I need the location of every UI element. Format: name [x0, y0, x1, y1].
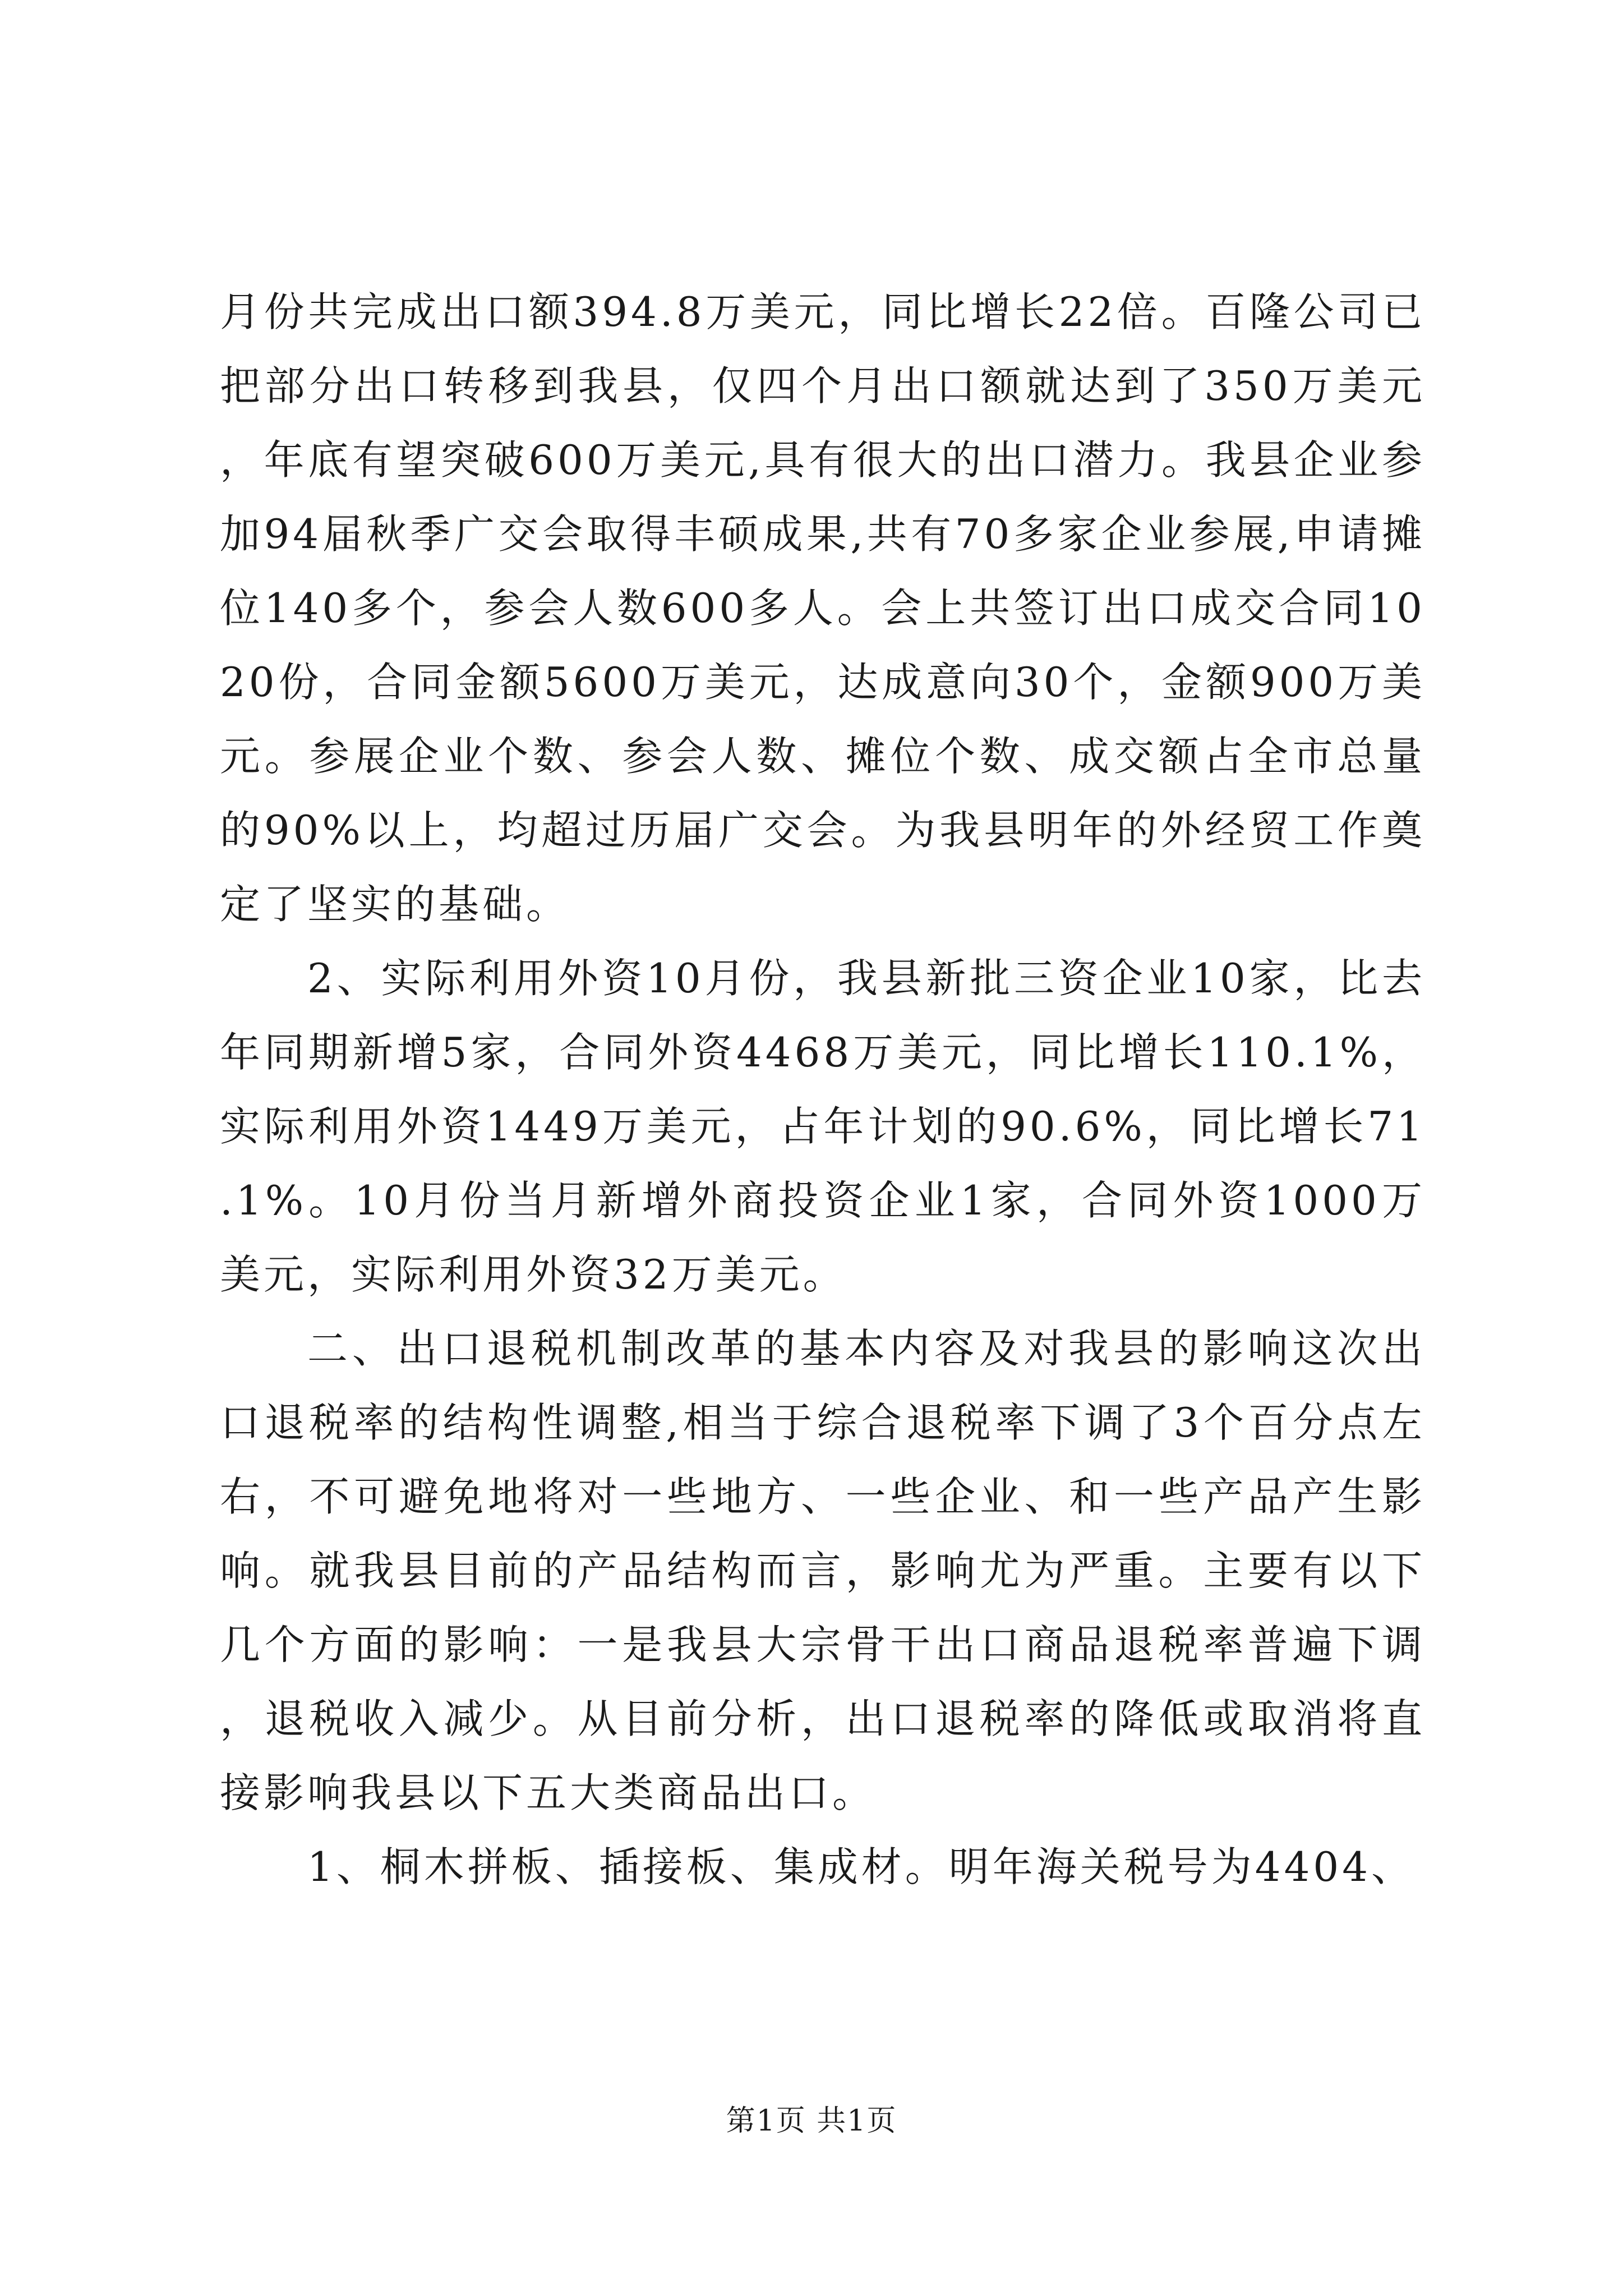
paragraph-3: 二、出口退税机制改革的基本内容及对我县的影响这次出口退税率的结构性调整,相当于综合退税率下调了3个百分点左右，不可避免地将对一些地方、一些企业、和一些产品产生影响。就我县目前的产品结构而言，影响尤为严重。主要有以下几个方面的影响：一是我县大宗骨干出口商品退税率普遍下调，退税收入减少。从目前分析，出口退税率的降低或取消将直接影响我县以下五大类商品出口。: [220, 1325, 1426, 1816]
page-footer: 第1页 共1页: [726, 2104, 897, 2138]
paragraph-4: 1、桐木拼板、插接板、集成材。明年海关税号为4404、: [307, 1843, 1415, 1890]
paragraph-2: 2、实际利用外资10月份，我县新批三资企业10家，比去年同期新增5家，合同外资4468万美元，同比增长110.1%，实际利用外资1449万美元，占年计划的90.6%，同比增长71.1%。10月份当月新增外商投资企业1家，合同外资1000万美元，实际利用外资32万美元。: [220, 955, 1426, 1298]
paragraph-1: 月份共完成出口额394.8万美元，同比增长22倍。百隆公司已把部分出口转移到我县，仅四个月出口额就达到了350万美元，年底有望突破600万美元,具有很大的出口潜力。我县企业参加94届秋季广交会取得丰硕成果,共有70多家企业参展,申请摊位140多个，参会人数600多人。会上共签订出口成交合同1020份，合同金额5600万美元，达成意向30个，金额900万美元。参展企业个数、参会人数、摊位个数、成交额占全市总量的90%以上，均超过历届广交会。为我县明年的外经贸工作奠定了坚实的基础。: [220, 288, 1426, 928]
document-body: [220, 275, 1426, 1904]
